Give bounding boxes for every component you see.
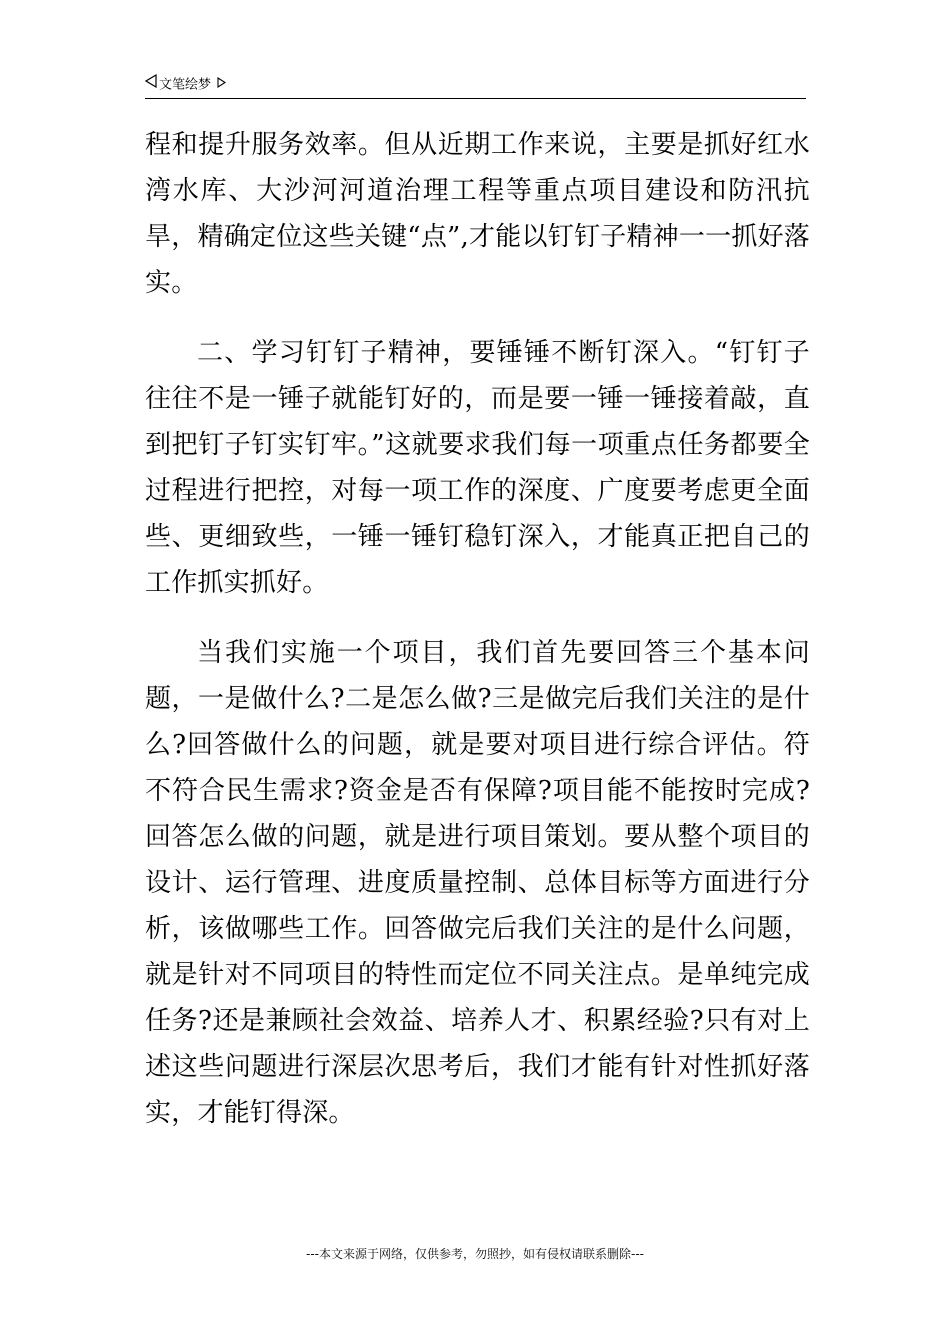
- header-title: 文笔绘梦: [159, 77, 212, 93]
- document-body: [145, 122, 810, 1136]
- footer-disclaimer: ---本文来源于网络，仅供参考，勿照抄，如有侵权请联系删除---: [306, 1247, 644, 1261]
- triangle-left-icon: [145, 74, 157, 96]
- paragraph-3: 当我们实施一个项目，我们首先要回答三个基本问题，一是做什么?二是怎么做?三是做完后我们关注的是什么?回答做什么的问题，就是要对项目进行综合评估。符不符合民生需求?资金是否有保障?项目能不能按时完成?回答怎么做的问题，就是进行项目策划。要从整个项目的设计、运行管理、进度质量控制、总体目标等方面进行分析，该做哪些工作。回答做完后我们关注的是什么问题，就是针对不同项目的特性而定位不同关注点。是单纯完成任务?还是兼顾社会效益、培养人才、积累经验?只有对上述这些问题进行深层次思考后，我们才能有针对性抓好落实，才能钉得深。: [145, 638, 810, 1128]
- paragraph-2: 二、学习钉钉子精神，要锤锤不断钉深入。“钉钉子往往不是一锤子就能钉好的，而是要一锤一锤接着敲，直到把钉子钉实钉牢。”这就要求我们每一项重点任务都要全过程进行把控，对每一项工作的深度、广度要考虑更全面些、更细致些，一锤一锤钉稳钉深入，才能真正把自己的工作抓实抓好。: [145, 338, 810, 598]
- paragraph-1: 程和提升服务效率。但从近期工作来说，主要是抓好红水湾水库、大沙河河道治理工程等重点项目建设和防汛抗旱，精确定位这些关键“点”,才能以钉钉子精神一一抓好落实。: [145, 130, 810, 298]
- triangle-right-icon: [217, 74, 226, 96]
- page-header: [145, 74, 806, 99]
